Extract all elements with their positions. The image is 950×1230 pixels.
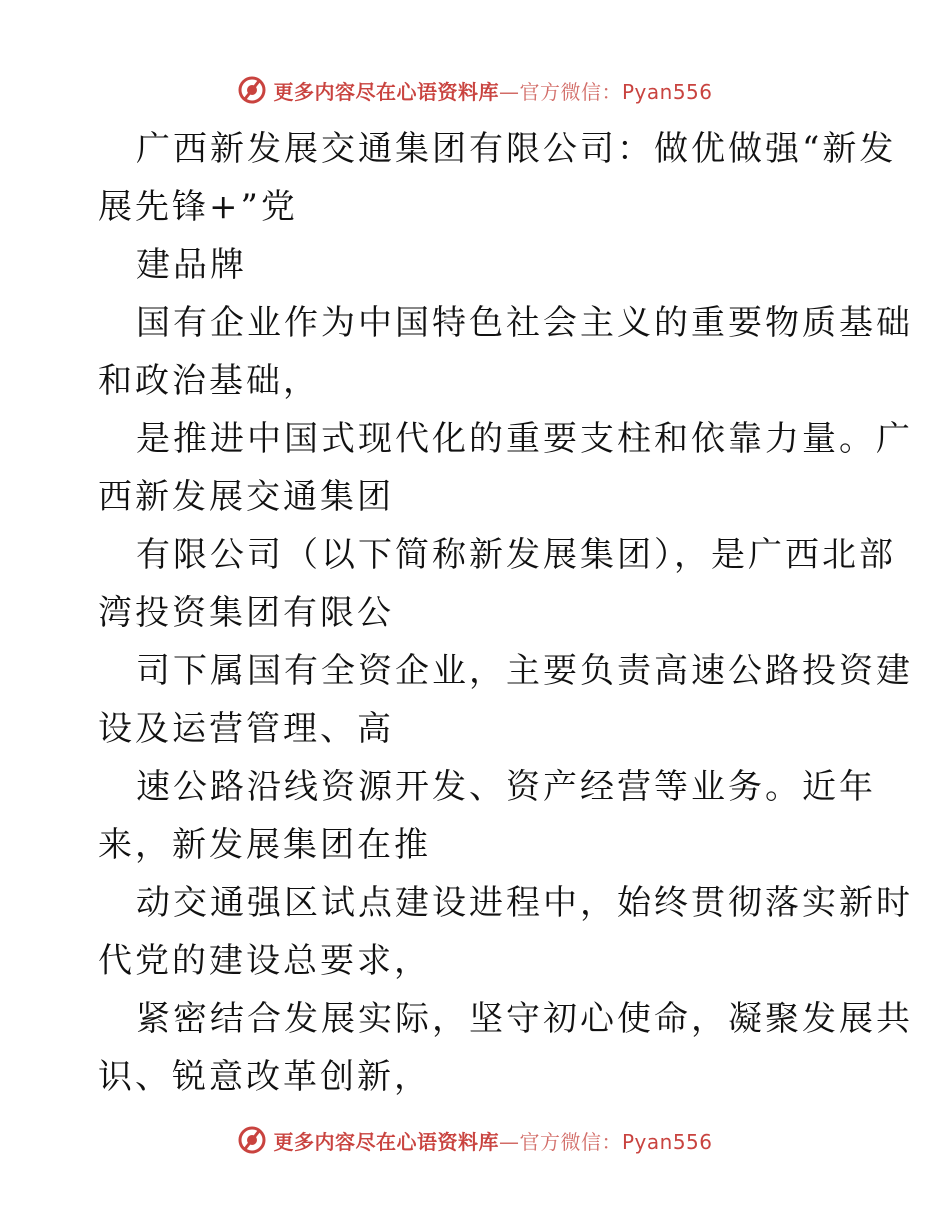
text-line: 速公路沿线资源开发、资产经营等业务。近年 [136,767,876,807]
text-line: 展先锋+”党 [98,187,298,227]
header-banner-wechat-id: Pyan556 [621,79,713,104]
text-line: 代党的建设总要求， [98,941,431,981]
text-line: 来，新发展集团在推 [98,825,431,865]
text-line: 是推进中国式现代化的重要支柱和依靠力量。广 [136,419,913,459]
text-line: 国有企业作为中国特色社会主义的重要物质基础 [136,303,913,343]
footer-banner-separator: —官方微信： [498,1129,622,1154]
text-line: 动交通强区试点建设进程中，始终贯彻落实新时 [136,883,913,923]
text-line: 湾投资集团有限公 [98,593,394,633]
header-banner-separator: —官方微信： [498,79,622,104]
text-line: 识、锐意改革创新， [98,1057,431,1097]
text-line: 和政治基础， [98,361,320,401]
footer-banner-inner [237,1125,712,1155]
text-line: 设及运营管理、高 [98,709,394,749]
document-body [98,120,913,1106]
header-banner-inner [237,75,712,105]
footer-banner-text [273,1126,712,1155]
footer-banner-wechat-id: Pyan556 [621,1129,713,1154]
text-line: 广西新发展交通集团有限公司：做优做强“新发 [136,129,897,169]
text-line: 司下属国有全资企业，主要负责高速公路投资建 [136,651,913,691]
logo-icon [237,1125,267,1155]
header-banner-title: 更多内容尽在心语资料库 [273,79,499,104]
text-line: 西新发展交通集团 [98,477,394,517]
footer-banner [0,1120,950,1160]
document-text [98,120,913,1106]
header-banner-text [273,76,712,105]
text-line: 建品牌 [136,245,247,285]
text-line: 紧密结合发展实际，坚守初心使命，凝聚发展共 [136,999,913,1039]
text-line: 有限公司（以下简称新发展集团），是广西北部 [136,535,896,575]
logo-icon [237,75,267,105]
footer-banner-title: 更多内容尽在心语资料库 [273,1129,499,1154]
header-banner [0,70,950,110]
